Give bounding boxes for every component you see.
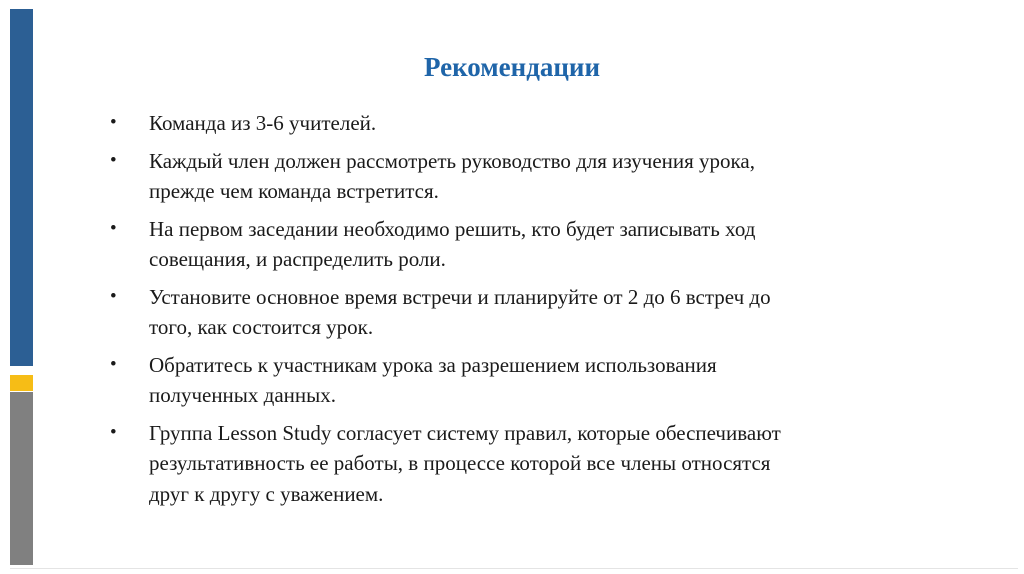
bullet-list (110, 108, 950, 516)
bullet-marker: • (110, 353, 117, 375)
bullet-line: результативность ее работы, в процессе которой все члены относятся (149, 451, 771, 475)
bullet-line: Обратитесь к участникам урока за разрешением использования (149, 352, 717, 377)
bullet-marker: • (110, 217, 117, 239)
accent-bar-yellow-segment (10, 375, 33, 391)
bullet-line: Каждый член должен рассмотреть руководство для изучения урока, (149, 148, 755, 173)
bottom-divider (10, 568, 1018, 569)
bullet-line: прежде чем команда встретится. (149, 179, 439, 203)
bullet-line: друг к другу с уважением. (149, 481, 384, 506)
bullet-item (110, 350, 950, 411)
bullet-line: совещания, и распределить роли. (149, 247, 446, 271)
left-accent-bar (10, 9, 33, 565)
bullet-line: Команда из 3-6 учителей. (149, 111, 377, 135)
bullet-marker: • (110, 285, 117, 307)
bullet-item (110, 108, 950, 139)
bullet-marker: • (110, 421, 117, 443)
slide-title: Рекомендации (423, 52, 601, 82)
bullet-item (110, 146, 950, 207)
bullet-line: Установите основное время встречи и планируйте от 2 до 6 встреч до (149, 284, 771, 309)
accent-bar-gray-segment (10, 392, 33, 565)
bullet-line: полученных данных. (149, 383, 337, 407)
bullet-marker: • (110, 149, 117, 171)
bullet-item (110, 418, 950, 510)
bullet-line: На первом заседании необходимо решить, кто будет записывать ход (149, 216, 756, 241)
bullet-line: Группа Lesson Study согласует систему правил, которые обеспечивают (149, 420, 781, 445)
bullet-line: того, как состоится урок. (149, 315, 374, 339)
bullet-marker: • (110, 112, 117, 133)
bullet-item (110, 282, 950, 343)
bullet-item (110, 214, 950, 275)
